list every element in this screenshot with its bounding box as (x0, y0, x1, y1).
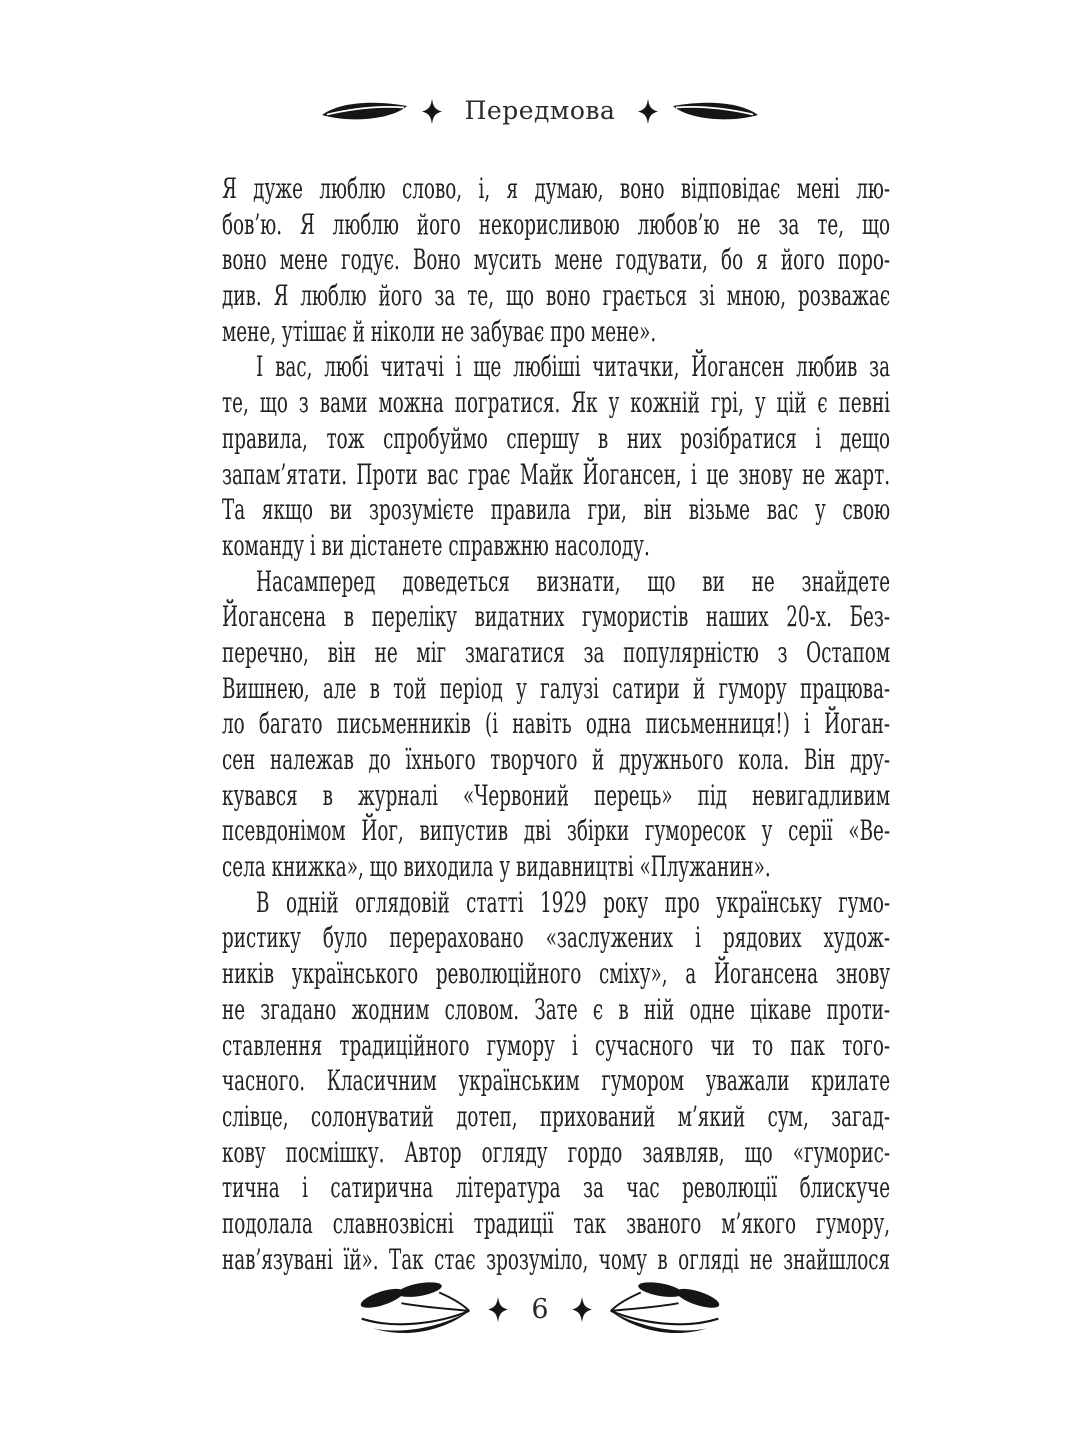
four-point-star-icon (572, 1296, 592, 1323)
text-line: ставлення традиційного гумору і сучасного чи то пак того- (222, 1028, 891, 1062)
leaf-ornament-right-icon (671, 97, 759, 125)
text-line: див. Я люблю його за те, що воно грається зі мною, розважає (222, 279, 891, 313)
four-point-star-icon (488, 1296, 508, 1323)
text-line: села книжка», що виходила у видавництві «Плужанин». (222, 850, 771, 884)
text-line: В одній оглядовій статті 1929 року про українську гумо- (256, 885, 891, 919)
text-line: нав’язувані їй». Так стає зрозуміло, чому в огляді не знайшлося (222, 1242, 891, 1276)
body-text (222, 171, 890, 1277)
text-line: не згадано жодним словом. Зате є в ній одне цікаве проти- (222, 992, 891, 1026)
text-line: сен належав до їхнього творчого й дружнього кола. Він дру- (222, 743, 891, 776)
page-title: Передмова (464, 96, 616, 125)
text-line: правила, тож спробуймо спершу в них розібратися і дещо (222, 421, 891, 455)
four-point-star-icon (422, 98, 442, 125)
cattail-ornament-right-icon (607, 1278, 725, 1340)
text-line: слівце, солонуватий дотеп, прихований м’який сум, загад- (222, 1099, 891, 1133)
paragraph (222, 564, 890, 885)
text-line: ристику було перераховано «заслужених і рядових худож- (222, 921, 891, 955)
text-line: кувався в журналі «Червоний перець» під невигадливим (222, 778, 891, 812)
text-line: мене, утішає й ніколи не забуває про мене». (222, 314, 657, 348)
text-line: запам’ятати. Проти вас грає Майк Йогансен, і це знову не жарт. (222, 457, 891, 491)
text-line: подолала славнозвісні традиції так званого м’якого гумору, (222, 1206, 891, 1240)
paragraph (222, 171, 890, 349)
text-line: Я дуже люблю слово, і, я думаю, воно відповідає мені лю- (222, 172, 891, 205)
text-line: І вас, любі читачі і ще любіші читачки, Йогансен любив за (256, 350, 891, 384)
text-line: бов’ю. Я люблю його некорисливою любов’ю не за те, що (222, 207, 891, 241)
paragraph (222, 885, 890, 1278)
cattail-ornament-left-icon (355, 1278, 473, 1340)
text-line: те, що з вами можна погратися. Як у кожній грі, у цій є певні (222, 386, 891, 420)
text-line: воно мене годує. Воно мусить мене годувати, бо я його поро- (222, 243, 891, 277)
four-point-star-icon (638, 98, 658, 125)
text-line: кову посмішку. Автор огляду гордо заявляв, що «гуморис- (222, 1135, 891, 1169)
text-line: часного. Класичним українським гумором уважали крилате (222, 1064, 891, 1098)
text-line: псевдонімом Йог, випустив дві збірки гуморесок у серії «Ве- (222, 814, 891, 848)
text-line: Насамперед доведеться визнати, що ви не знайдете (256, 564, 891, 598)
page-number: 6 (531, 1293, 549, 1325)
text-line: тична і сатирична література за час революції блискуче (222, 1171, 891, 1205)
text-line: Йогансена в переліку видатних гумористів наших 20-х. Без- (222, 600, 891, 634)
page-header (0, 96, 1080, 126)
text-line: ників українського революційного сміху», а Йогансена знову (222, 957, 891, 991)
leaf-ornament-left-icon (321, 97, 409, 125)
text-line: Вишнею, але в той період у галузі сатири й гумору працюва- (222, 671, 891, 705)
paragraph (222, 349, 890, 563)
text-line: перечно, він не міг змагатися за популярністю з Остапом (222, 635, 891, 669)
text-line: Та якщо ви зрозумієте правила гри, він візьме вас у свою (222, 493, 891, 527)
page-footer (0, 1278, 1080, 1340)
text-line: команду і ви дістанете справжню насолоду. (222, 528, 650, 562)
text-line: ло багато письменників (і навіть одна письменниця!) і Йоган- (222, 707, 891, 741)
